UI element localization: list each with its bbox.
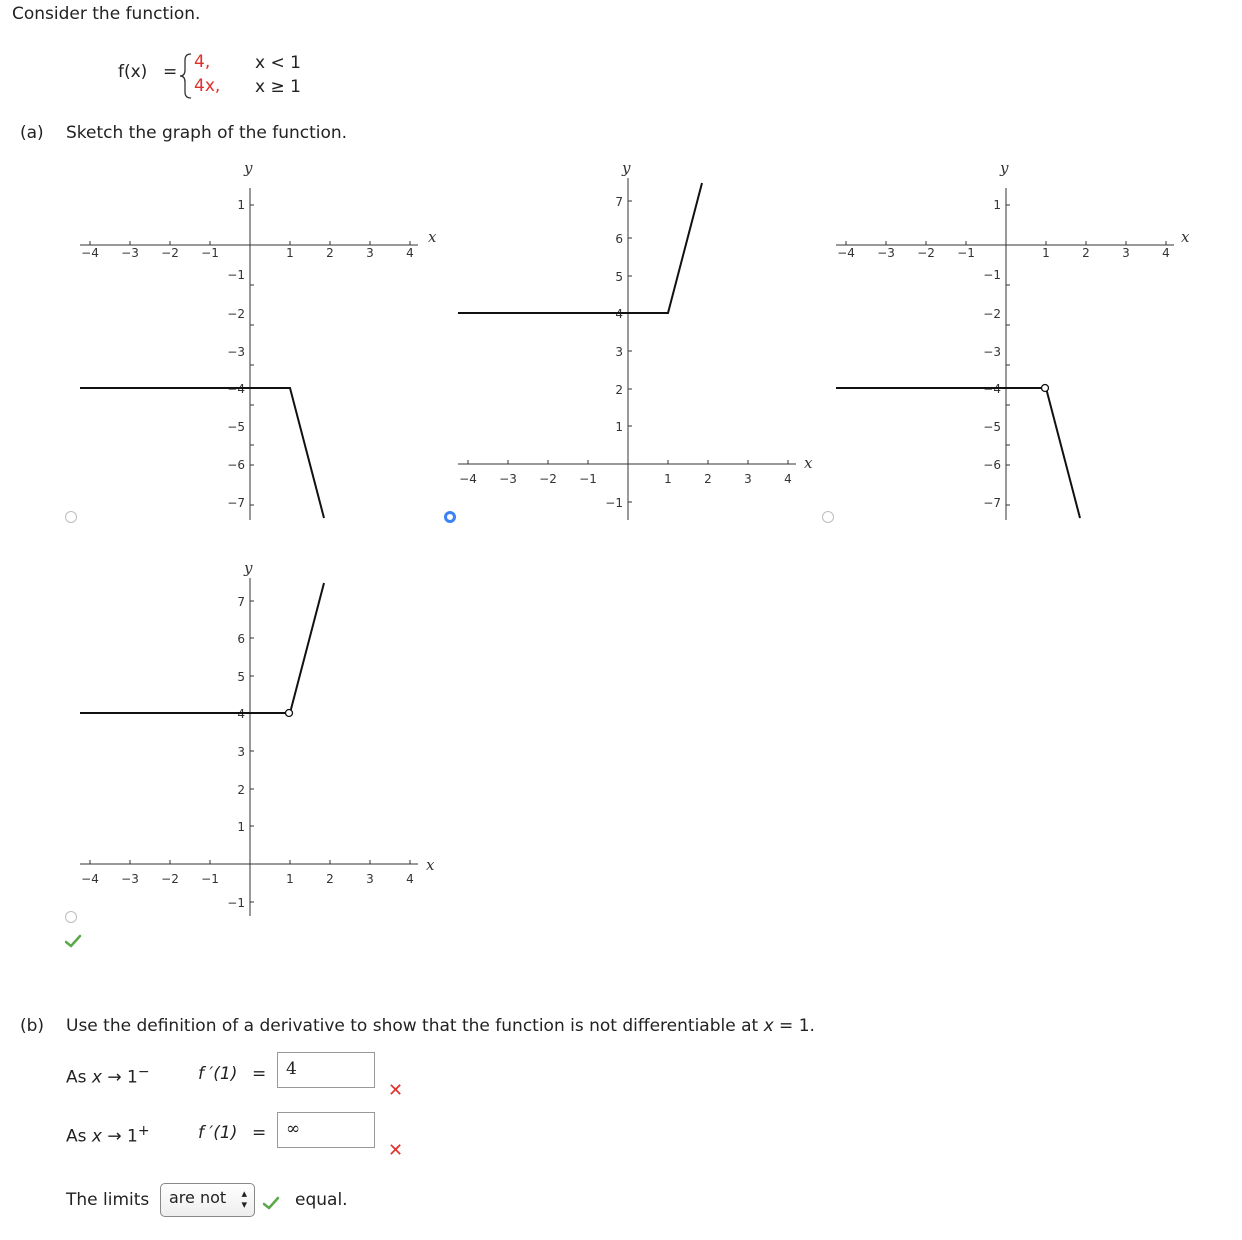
open-point xyxy=(1042,385,1049,392)
limits-end-text: equal. xyxy=(295,1190,348,1210)
x-tick-label: −1 xyxy=(579,472,597,486)
graph-option-3 xyxy=(826,150,1196,520)
y-tick-label: −4 xyxy=(983,382,1001,396)
left-limit-label xyxy=(66,1064,150,1088)
right-derivative-input[interactable]: ∞ xyxy=(277,1112,375,1148)
y-tick-label: −3 xyxy=(983,345,1001,359)
y-axis-label: y xyxy=(622,159,631,177)
limits-label: The limits xyxy=(66,1190,150,1210)
y-tick-label: −1 xyxy=(227,268,245,282)
limits-select-value: are not xyxy=(169,1188,227,1207)
function-curve xyxy=(458,183,702,313)
function-curve xyxy=(290,583,324,713)
limits-select[interactable] xyxy=(160,1183,255,1217)
case-1-cond: x < 1 xyxy=(255,53,301,73)
check-icon xyxy=(64,934,82,948)
y-axis-label: y xyxy=(244,159,253,177)
x-var: x xyxy=(91,1067,102,1088)
y-tick-label: 3 xyxy=(237,745,245,759)
y-tick-label: −4 xyxy=(227,382,245,396)
x-tick-label: 1 xyxy=(286,872,294,886)
x-tick-label: −4 xyxy=(81,872,99,886)
y-tick-label: 7 xyxy=(237,595,245,609)
y-tick-label: 6 xyxy=(615,232,623,246)
fprime-text: f ′(1) xyxy=(198,1064,238,1084)
graph-option-4 xyxy=(70,550,440,920)
x-tick-label: −4 xyxy=(459,472,477,486)
x-tick-label: 2 xyxy=(326,872,334,886)
open-point xyxy=(286,710,293,717)
option-2-radio[interactable] xyxy=(444,511,456,523)
part-b-prompt xyxy=(66,1016,815,1036)
x-tick-label: 3 xyxy=(744,472,752,486)
x-tick-label: −3 xyxy=(877,246,895,260)
part-a-label: (a) xyxy=(20,123,44,143)
y-tick-label: −5 xyxy=(227,420,245,434)
y-tick-label: −7 xyxy=(983,496,1001,510)
y-tick-label: −3 xyxy=(227,345,245,359)
function-curve xyxy=(1046,388,1080,518)
option-3-radio[interactable] xyxy=(822,511,834,523)
x-tick-label: −2 xyxy=(161,246,179,260)
x-tick-label: −2 xyxy=(539,472,557,486)
y-tick-label: 1 xyxy=(237,198,245,212)
x-tick-label: −2 xyxy=(161,872,179,886)
y-tick-marks xyxy=(250,601,254,902)
incorrect-icon: ✕ xyxy=(388,1140,404,1161)
fprime-label-2 xyxy=(198,1123,237,1143)
function-curve xyxy=(80,388,324,518)
y-tick-label: −6 xyxy=(983,458,1001,472)
x-tick-label: 4 xyxy=(406,872,414,886)
case-2-expr: 4x, xyxy=(194,76,221,96)
intro-text: Consider the function. xyxy=(12,4,201,24)
left-derivative-input[interactable]: 4 xyxy=(277,1052,375,1088)
x-tick-label: −3 xyxy=(499,472,517,486)
case-2-cond: x ≥ 1 xyxy=(255,77,301,97)
part-a-prompt: Sketch the graph of the function. xyxy=(66,123,348,143)
part-b-prompt-var: x xyxy=(763,1016,774,1036)
y-tick-label: 6 xyxy=(237,632,245,646)
y-tick-label: 4 xyxy=(237,707,245,721)
fprime-label-1 xyxy=(198,1064,237,1084)
limit-direction: + xyxy=(137,1123,150,1139)
x-tick-label: −1 xyxy=(201,246,219,260)
y-tick-label: 2 xyxy=(615,383,623,397)
y-tick-label: −1 xyxy=(227,896,245,910)
arrow-text: → 1 xyxy=(101,1126,138,1147)
arrow-text: → 1 xyxy=(101,1067,138,1088)
x-tick-label: 2 xyxy=(326,246,334,260)
x-tick-label: 4 xyxy=(784,472,792,486)
y-tick-label: 1 xyxy=(237,820,245,834)
x-axis-label: x xyxy=(804,454,813,472)
y-tick-label: −2 xyxy=(227,307,245,321)
x-axis-label: x xyxy=(1181,228,1190,246)
x-tick-label: −4 xyxy=(81,246,99,260)
fprime-text: f ′(1) xyxy=(198,1123,238,1143)
x-var: x xyxy=(91,1126,102,1147)
x-tick-label: −3 xyxy=(121,246,139,260)
x-tick-label: 2 xyxy=(1082,246,1090,260)
x-tick-label: −1 xyxy=(201,872,219,886)
y-tick-label: −6 xyxy=(227,458,245,472)
y-tick-label: 4 xyxy=(615,307,623,321)
case-1-expr: 4, xyxy=(194,52,211,72)
y-tick-marks xyxy=(250,205,254,505)
x-tick-label: 4 xyxy=(1162,246,1170,260)
y-tick-label: 1 xyxy=(993,198,1001,212)
y-axis-label: y xyxy=(1000,159,1009,177)
x-tick-label: 3 xyxy=(1122,246,1130,260)
y-tick-label: −7 xyxy=(227,496,245,510)
option-4-radio[interactable] xyxy=(65,911,77,923)
y-tick-label: −1 xyxy=(605,496,623,510)
equals-1: = xyxy=(252,1064,267,1084)
right-limit-label xyxy=(66,1123,150,1147)
x-tick-label: 4 xyxy=(406,246,414,260)
x-tick-label: 2 xyxy=(704,472,712,486)
x-tick-label: −2 xyxy=(917,246,935,260)
x-axis-label: x xyxy=(428,228,437,246)
y-tick-label: 2 xyxy=(237,783,245,797)
limit-direction: − xyxy=(137,1064,150,1080)
x-tick-label: 1 xyxy=(1042,246,1050,260)
x-tick-label: 3 xyxy=(366,246,374,260)
y-axis-label: y xyxy=(244,559,253,577)
x-tick-label: −3 xyxy=(121,872,139,886)
x-tick-label: 1 xyxy=(286,246,294,260)
x-axis-label: x xyxy=(426,856,435,874)
option-1-radio[interactable] xyxy=(65,511,77,523)
as-text: As xyxy=(66,1067,92,1088)
x-tick-label: 1 xyxy=(664,472,672,486)
graph-option-2 xyxy=(448,150,818,520)
equals-2: = xyxy=(252,1123,267,1143)
x-tick-label: 3 xyxy=(366,872,374,886)
function-name: f(x) xyxy=(118,62,148,82)
as-text: As xyxy=(66,1126,92,1147)
y-tick-label: −2 xyxy=(983,307,1001,321)
y-tick-label: 7 xyxy=(615,195,623,209)
select-arrows-icon: ▴ ▾ xyxy=(241,1187,247,1211)
x-tick-label: −4 xyxy=(837,246,855,260)
part-b-prompt-text: Use the definition of a derivative to show that the function is not differentiable at xyxy=(66,1016,764,1036)
part-b-label: (b) xyxy=(20,1016,45,1036)
y-tick-label: 1 xyxy=(615,420,623,434)
y-tick-label: 5 xyxy=(237,670,245,684)
y-tick-label: −1 xyxy=(983,268,1001,282)
function-definition xyxy=(118,52,338,102)
incorrect-icon: ✕ xyxy=(388,1080,404,1101)
y-tick-label: −5 xyxy=(983,420,1001,434)
brace-icon xyxy=(178,52,194,100)
x-tick-label: −1 xyxy=(957,246,975,260)
function-equals: = xyxy=(163,62,178,82)
check-icon xyxy=(262,1196,280,1210)
y-tick-label: 5 xyxy=(615,270,623,284)
y-tick-marks xyxy=(1006,205,1010,505)
part-b-prompt-end: = 1. xyxy=(773,1016,815,1036)
graph-option-1 xyxy=(70,150,440,520)
y-tick-marks xyxy=(628,201,632,502)
y-tick-label: 3 xyxy=(615,345,623,359)
